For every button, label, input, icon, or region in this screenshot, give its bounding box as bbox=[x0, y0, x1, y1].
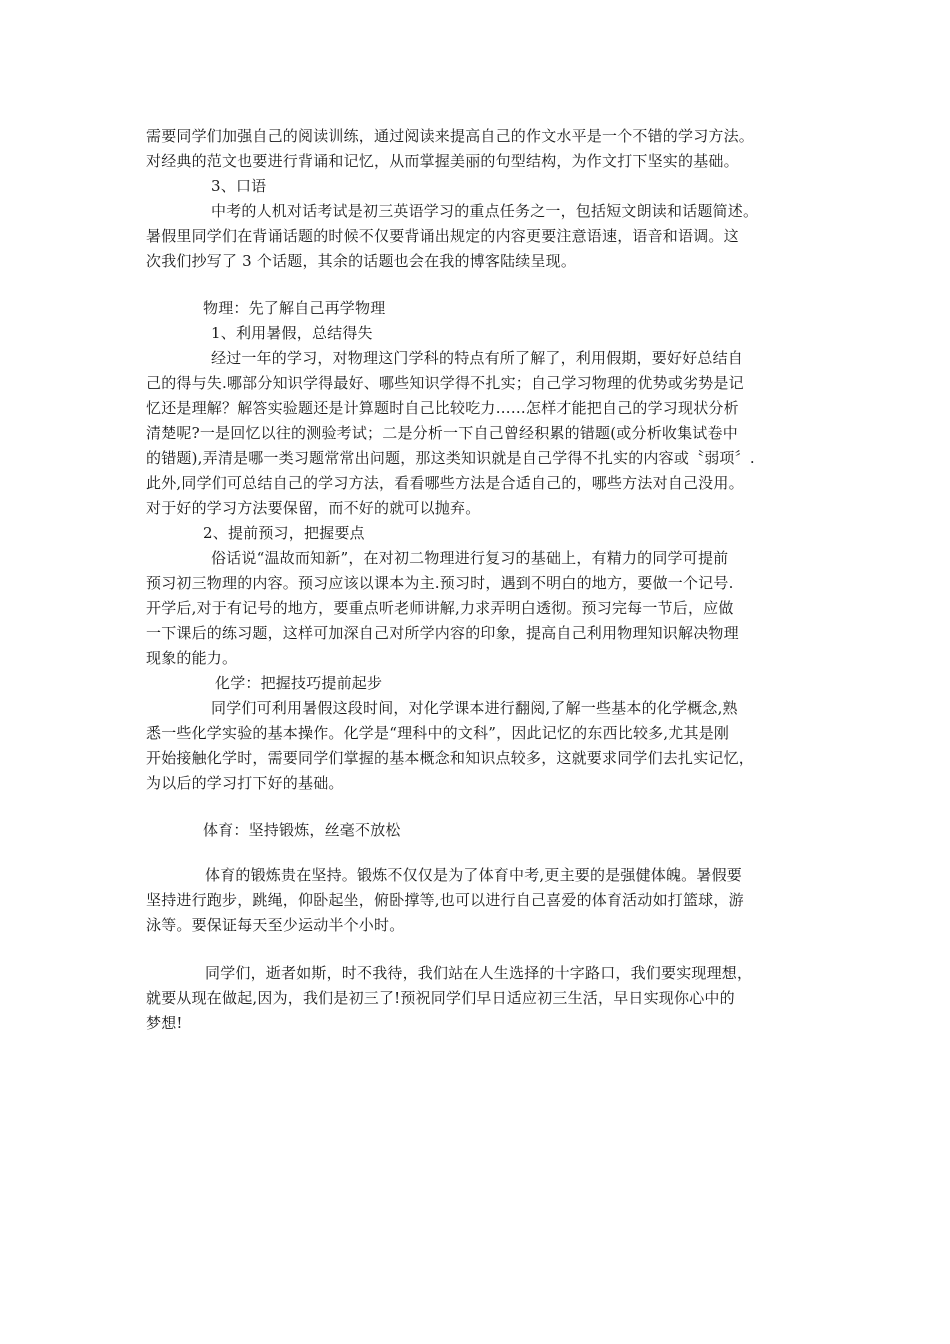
paragraph-line: 对于好的学习方法要保留，而不好的就可以抛弃。 bbox=[146, 499, 481, 517]
paragraph-line: 开学后,对于有记号的地方，要重点听老师讲解,力求弄明白透彻。预习完每一节后，应做 bbox=[146, 599, 734, 617]
paragraph-line: 中考的人机对话考试是初三英语学习的重点任务之一，包括短文朗读和话题简述。 bbox=[211, 202, 759, 220]
paragraph-line: 为以后的学习打下好的基础。 bbox=[146, 774, 344, 792]
paragraph-line: 忆还是理解？解答实验题还是计算题时自己比较吃力……怎样才能把自己的学习现状分析 bbox=[146, 399, 739, 417]
paragraph-line: 泳等。要保证每天至少运动半个小时。 bbox=[146, 916, 405, 934]
paragraph-line: 需要同学们加强自己的阅读训练，通过阅读来提高自己的作文水平是一个不错的学习方法。 bbox=[146, 127, 755, 145]
paragraph-line: 悉一些化学实验的基本操作。化学是“理科中的文科”，因此记忆的东西比较多,尤其是刚 bbox=[146, 724, 730, 742]
paragraph-line: 现象的能力。 bbox=[146, 649, 238, 667]
subsection-heading: 2、提前预习，把握要点 bbox=[203, 524, 365, 542]
section-heading: 物理：先了解自己再学物理 bbox=[203, 299, 386, 317]
section-heading: 体育：坚持锻炼，丝毫不放松 bbox=[203, 821, 401, 839]
paragraph-line: 体育的锻炼贵在坚持。锻炼不仅仅是为了体育中考,更主要的是强健体魄。暑假要 bbox=[205, 866, 742, 884]
paragraph-line: 此外,同学们可总结自己的学习方法，看看哪些方法是合适自己的，哪些方法对自己没用。 bbox=[146, 474, 744, 492]
paragraph-line: 就要从现在做起,因为，我们是初三了!预祝同学们早日适应初三生活，早日实现你心中的 bbox=[146, 989, 735, 1007]
paragraph-line: 己的得与失.哪部分知识学得最好、哪些知识学得不扎实；自己学习物理的优势或劣势是记 bbox=[146, 374, 744, 392]
paragraph-line: 清楚呢?一是回忆以往的测验考试；二是分析一下自己曾经积累的错题(或分析收集试卷中 bbox=[146, 424, 738, 442]
paragraph-line: 同学们可利用暑假这段时间，对化学课本进行翻阅,了解一些基本的化学概念,熟 bbox=[211, 699, 738, 717]
paragraph-line: 俗话说“温故而知新”，在对初二物理进行复习的基础上，有精力的同学可提前 bbox=[211, 549, 729, 567]
paragraph-line: 一下课后的练习题，这样可加深自己对所学内容的印象，提高自己利用物理知识解决物理 bbox=[146, 624, 739, 642]
paragraph-line: 暑假里同学们在背诵话题的时候不仅要背诵出规定的内容更要注意语速，语音和语调。这 bbox=[146, 227, 739, 245]
paragraph-line: 梦想! bbox=[146, 1014, 183, 1032]
paragraph-line: 坚持进行跑步，跳绳，仰卧起坐，俯卧撑等,也可以进行自己喜爱的体育活动如打篮球，游 bbox=[146, 891, 744, 909]
section-heading: 3、口语 bbox=[211, 177, 267, 195]
paragraph-line: 预习初三物理的内容。预习应该以课本为主.预习时，遇到不明白的地方，要做一个记号. bbox=[146, 574, 734, 592]
section-heading: 化学：把握技巧提前起步 bbox=[215, 674, 383, 692]
paragraph-line: 经过一年的学习，对物理这门学科的特点有所了解了，利用假期，要好好总结自 bbox=[211, 349, 744, 367]
subsection-heading: 1、利用暑假，总结得失 bbox=[211, 324, 373, 342]
paragraph-line: 次我们抄写了 3 个话题，其余的话题也会在我的博客陆续呈现。 bbox=[146, 252, 577, 270]
paragraph-line: 开始接触化学时，需要同学们掌握的基本概念和知识点较多，这就要求同学们去扎实记忆， bbox=[146, 749, 755, 767]
paragraph-line: 的错题),弄清是哪一类习题常常出问题，那这类知识就是自己学得不扎实的内容或〝弱项〞. bbox=[146, 449, 755, 467]
paragraph-line: 同学们，逝者如斯，时不我待，我们站在人生选择的十字路口，我们要实现理想， bbox=[205, 964, 753, 982]
paragraph-line: 对经典的范文也要进行背诵和记忆，从而掌握美丽的句型结构，为作文打下坚实的基础。 bbox=[146, 152, 739, 170]
